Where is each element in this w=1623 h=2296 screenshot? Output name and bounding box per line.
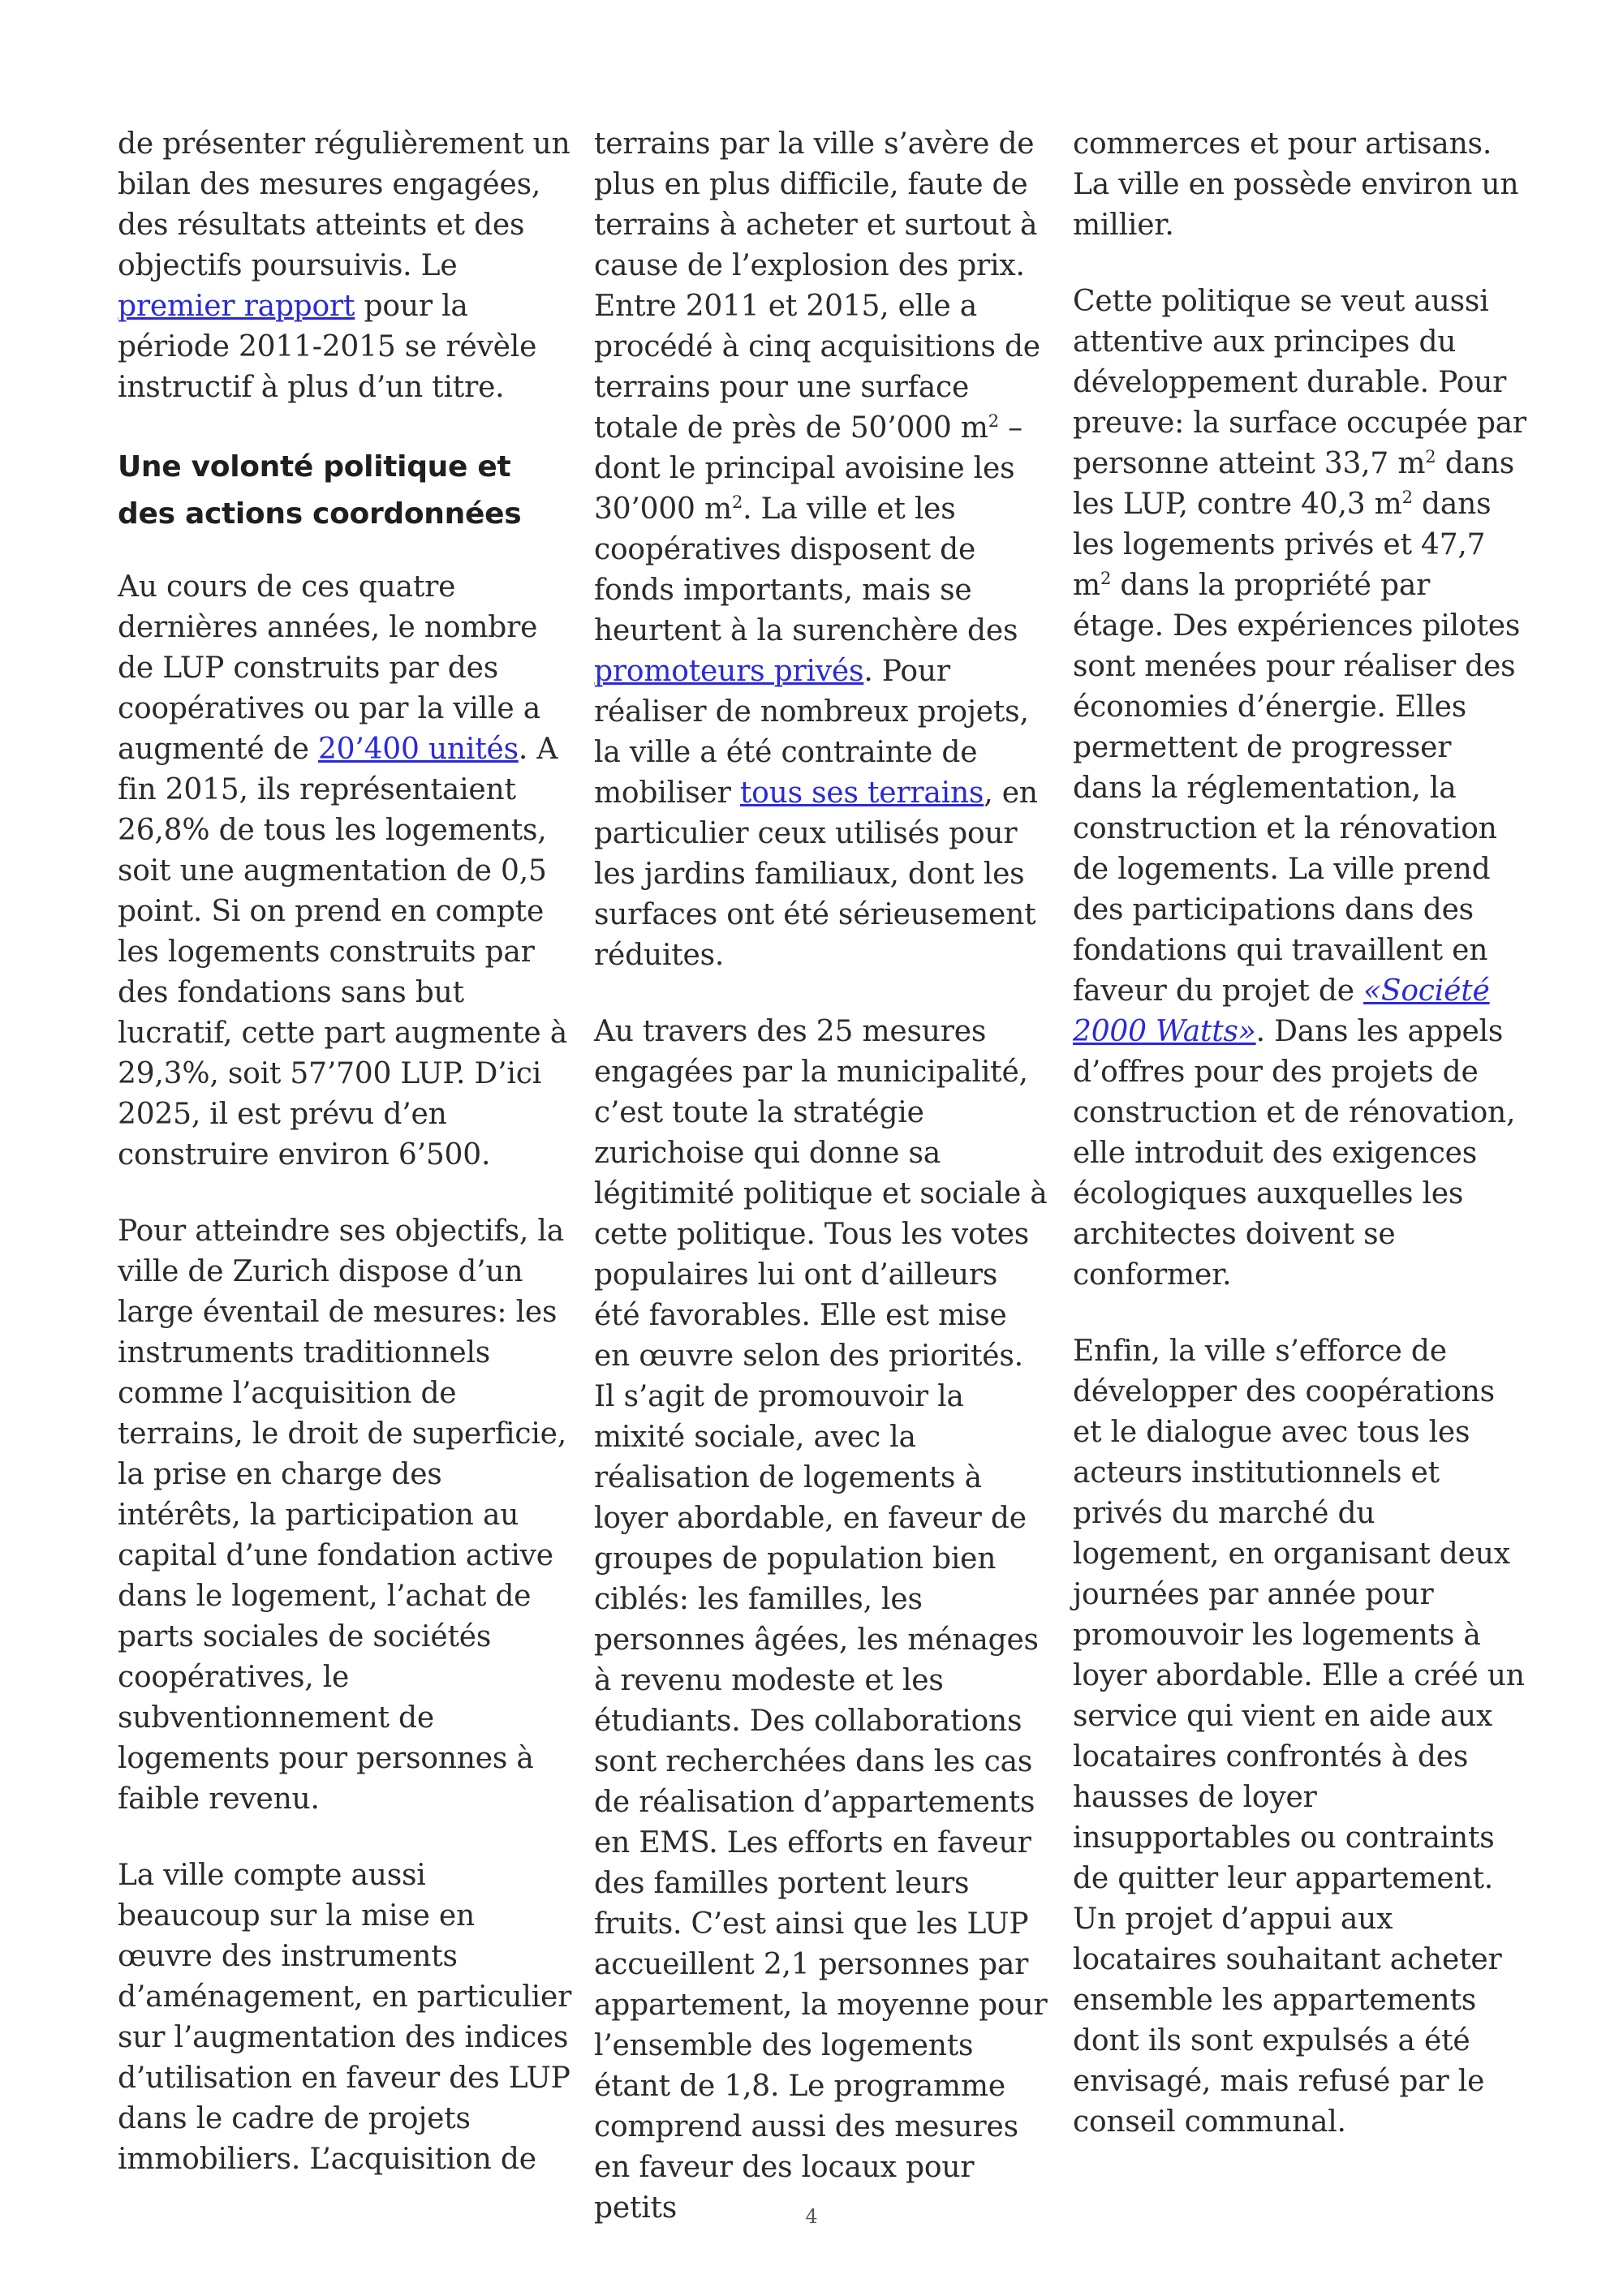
paragraph: Au travers des 25 mesures engagées par la municipalité, c’est toute la stratégie zurichoise qui donne sa légitimité politique et sociale à cette politique. Tous les votes populaires lui ont d’ailleurs été favorables. Elle est mise en œuvre selon des priorités. Il s’agit de promouvoir la mixité sociale, avec la réalisation de logements à loyer abordable, en faveur de groupes de population bien ciblés: les familles, les personnes âgées, les ménages à revenu modeste et les étudiants. Des collaborations sont recherchées dans les cas de réalisation d’appartements en EMS. Les efforts en faveur des familles portent leurs fruits. C’est ainsi que les LUP accueillent 2,1 personnes par appartement, la moyenne pour l’ensemble des logements étant de 1,8. Le programme comprend aussi des mesures en faveur des locaux pour petits: [594, 1015, 1048, 2225]
paragraph: Enfin, la ville s’efforce de développer des coopérations et le dialogue avec tous les acteurs institutionnels et privés du marché du logement, en organisant deux journées par année pour promouvoir les logements à loyer abordable. Elle a créé un service qui vient en aide aux locataires confrontés à des hausses de loyer insupportables ou contraints de quitter leur appartement. Un projet d’appui aux locataires souhaitant acheter ensemble les appartements dont ils sont expulsés a été envisagé, mais refusé par le conseil communal.: [1073, 1335, 1525, 2139]
text-column-2: [594, 124, 1048, 2229]
societe-2000-watts-link[interactable]: «Société 2000 Watts»: [1073, 974, 1490, 1048]
promoteurs-prives-link[interactable]: promoteurs privés: [594, 655, 864, 688]
text-run: – dont le principal avoisine les 30’000 m: [594, 411, 1022, 526]
text-run: dans les LUP, contre 40,3 m: [1073, 447, 1515, 521]
superscript: 2: [988, 411, 999, 431]
text-run: . Pour réaliser de nombreux projets, la ville a été contrainte de mobiliser: [594, 655, 1029, 810]
superscript: 2: [1401, 488, 1413, 507]
paragraph: commerces et pour artisans. La ville en possède environ un millier.: [1073, 127, 1519, 242]
text-run: . Dans les appels d’offres pour des projets de construction et de rénovation, elle introduit des exigences écologiques auxquelles les architectes doivent se conformer.: [1073, 1015, 1516, 1292]
premier-rapport-link[interactable]: premier rapport: [118, 290, 355, 323]
superscript: 2: [731, 492, 743, 512]
superscript: 2: [1100, 569, 1112, 588]
text-run: Au cours de ces quatre dernières années, le nombre de LUP construits par des coopératives ou par la ville a augmenté de: [118, 570, 541, 766]
paragraph: [1073, 282, 1527, 1296]
unites-link[interactable]: 20’400 unités: [317, 733, 519, 766]
superscript: 2: [1425, 447, 1436, 467]
paragraph: Pour atteindre ses objectifs, la ville de Zurich dispose d’un large éventail de mesures: les instruments traditionnels comme l’acquisition de terrains, le droit de superficie, la prise en charge des intérêts, la participation au capital d’une fondation active dans le logement, l’achat de parts sociales de sociétés coopératives, le subventionnement de logements pour personnes à faible revenu.: [118, 1215, 566, 1816]
text-run: . La ville et les coopératives disposent de fonds importants, mais se heurtent à la surenchère des: [594, 492, 1018, 647]
text-run: terrains par la ville s’avère de plus en plus difficile, faute de terrains à acheter et surtout à cause de l’explosion des prix. Entre 2011 et 2015, elle a procédé à cinq acquisitions de terrains pour une surface totale de près de 50’000 m: [594, 127, 1040, 445]
text-run: . A fin 2015, ils représentaient 26,8% de tous les logements, soit une augmentation de 0,5 point. Si on prend en compte les logements construits par des fondations sans but lucratif, cette part augmente à 29,3%, soit 57’700 LUP. D’ici 2025, il est prévu d’en construire environ 6’500.: [118, 733, 568, 1172]
section-heading: Une volonté politique et des actions coordonnées: [118, 450, 522, 531]
text-run: Cette politique se veut aussi attentive aux principes du développement durable. Pour preuve: la surface occupée par personne atteint 33,7 m: [1073, 285, 1526, 480]
text-column-1: [118, 124, 572, 2180]
paragraph: [118, 124, 572, 408]
paragraph: [118, 567, 572, 1176]
text-run: dans les logements privés et 47,7 m: [1073, 488, 1492, 602]
page-number: 4: [805, 2205, 818, 2228]
text-run: pour la période 2011-2015 se révèle instructif à plus d’un titre.: [118, 290, 537, 404]
paragraph: [594, 124, 1048, 976]
text-run: dans la propriété par étage. Des expériences pilotes sont menées pour réaliser des économies d’énergie. Elles permettent de progresser dans la réglementation, la construction et la rénovation de logements. La ville prend des participations dans des fondations qui travaillent en faveur du projet de: [1073, 569, 1521, 1008]
text-run: , en particulier ceux utilisés pour les jardins familiaux, dont les surfaces ont été sérieusement réduites.: [594, 776, 1038, 972]
tous-ses-terrains-link[interactable]: tous ses terrains: [739, 776, 984, 810]
text-column-3: [1073, 124, 1527, 2143]
text-run: de présenter régulièrement un bilan des mesures engagées, des résultats atteints et des objectifs poursuivis. Le: [118, 127, 570, 282]
paragraph: La ville compte aussi beaucoup sur la mise en œuvre des instruments d’aménagement, en particulier sur l’augmentation des indices d’utilisation en faveur des LUP dans le cadre de projets immobiliers. L’acquisition de: [118, 1859, 572, 2176]
